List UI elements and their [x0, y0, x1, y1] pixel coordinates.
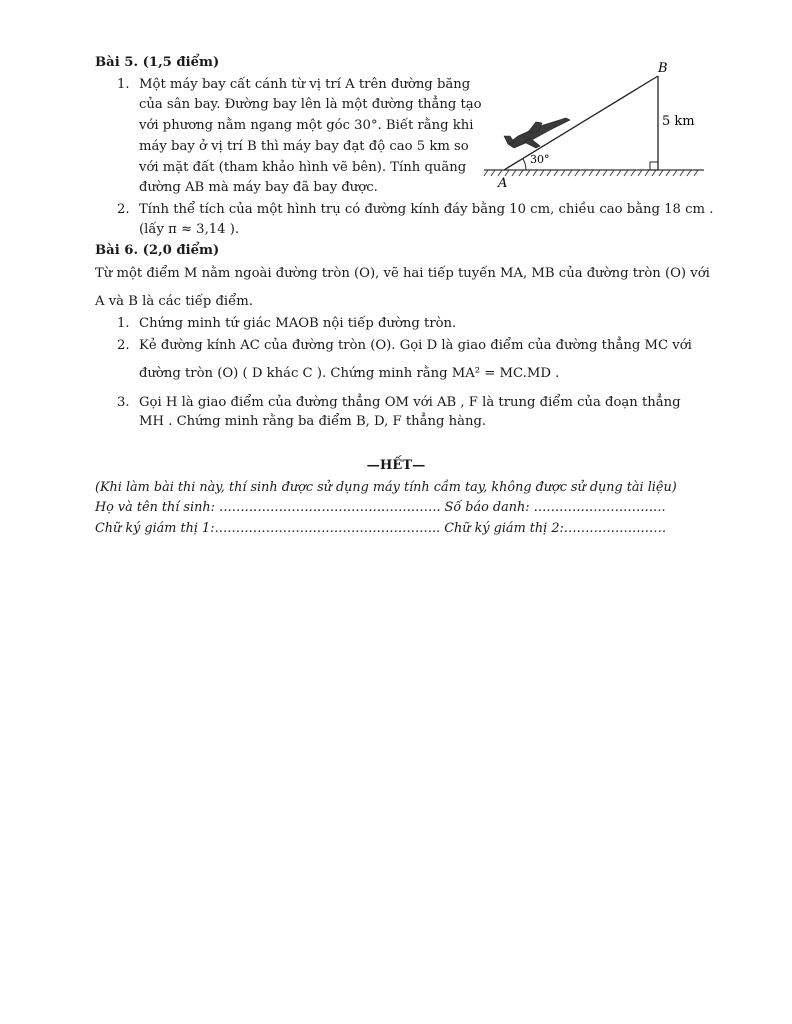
bai5-q2-line: (lấy π ≈ 3,14 ).	[139, 222, 240, 237]
end-marker: —HẾT—	[366, 458, 426, 473]
label-A: A	[498, 176, 508, 191]
airplane-takeoff-figure	[478, 60, 710, 192]
label-angle: 30°	[530, 153, 550, 166]
bai6-intro-line: A và B là các tiếp điểm.	[95, 294, 253, 309]
label-height: 5 km	[662, 114, 695, 129]
bai5-q1-line: với mặt đất (tham khảo hình vẽ bên). Tính quãng	[139, 160, 467, 175]
candidate-info-line: Họ và tên thí sinh: ……………………………………………. Số báo danh: ………………………….	[95, 500, 666, 515]
bai5-q1-line: máy bay ở vị trí B thì máy bay đạt độ cao 5 km so	[139, 139, 469, 154]
proctor-signature-line: Chữ ký giám thị 1:…………………………………………….. Chữ ký giám thị 2:……………………	[95, 521, 667, 536]
bai6-q2-line: Kẻ đường kính AC của đường tròn (O). Gọi D là giao điểm của đường thẳng MC với	[139, 338, 692, 353]
bai6-q2-line: đường tròn (O) ( D khác C ). Chứng minh rằng MA² = MC.MD .	[139, 366, 560, 381]
bai6-q3-line: MH . Chứng minh rằng ba điểm B, D, F thẳng hàng.	[139, 414, 487, 429]
bai5-q1-number: 1.	[117, 77, 130, 92]
bai6-q1-number: 1.	[117, 316, 130, 331]
exam-note: (Khi làm bài thi này, thí sinh được sử dụng máy tính cầm tay, không được sử dụng tài liệu)	[95, 480, 677, 495]
right-angle-mark	[650, 162, 658, 170]
bai5-q1-line: Một máy bay cất cánh từ vị trí A trên đường băng	[139, 77, 471, 92]
bai6-q3-number: 3.	[117, 395, 130, 410]
bai6-q2-number: 2.	[117, 338, 130, 353]
bai5-q1-line: với phương nằm ngang một góc 30°. Biết rằng khi	[139, 118, 474, 133]
bai6-q3-line: Gọi H là giao điểm của đường thẳng OM với AB , F là trung điểm của đoạn thẳng	[139, 395, 681, 410]
label-B: B	[658, 61, 668, 76]
ground-hatching	[484, 170, 704, 176]
airplane-icon	[504, 118, 570, 148]
bai5-q2-number: 2.	[117, 202, 130, 217]
flight-path-AB	[504, 76, 658, 170]
bai5-q2-line: Tính thể tích của một hình trụ có đường kính đáy bằng 10 cm, chiều cao bằng 18 cm .	[139, 202, 714, 217]
bai5-q1-line: của sân bay. Đường bay lên là một đường thẳng tạo	[139, 97, 482, 112]
angle-arc	[523, 159, 526, 170]
bai6-intro-line: Từ một điểm M nằm ngoài đường tròn (O), vẽ hai tiếp tuyến MA, MB của đường tròn (O) với	[95, 266, 710, 281]
bai6-q1-text: Chứng minh tứ giác MAOB nội tiếp đường tròn.	[139, 316, 457, 331]
bai6-heading: Bài 6. (2,0 điểm)	[95, 243, 220, 258]
bai5-q1-line: đường AB mà máy bay đã bay được.	[139, 180, 378, 195]
bai5-heading: Bài 5. (1,5 điểm)	[95, 55, 220, 70]
